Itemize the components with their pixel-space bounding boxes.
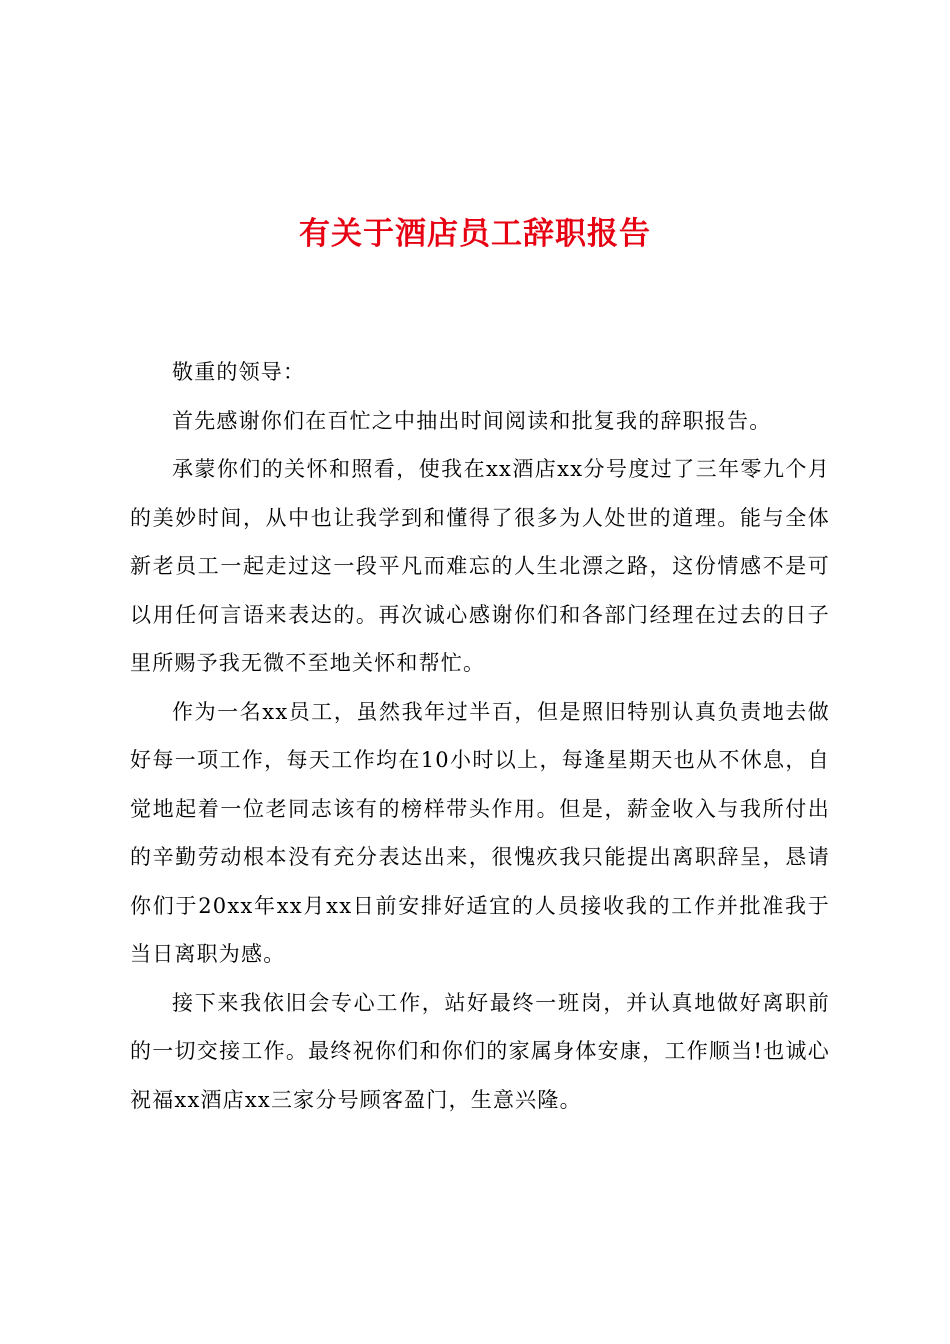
document-body [130,348,830,1124]
paragraph-1: 首先感谢你们在百忙之中抽出时间阅读和批复我的辞职报告。 [172,408,772,433]
paragraph-2: 承蒙你们的关怀和照看，使我在xx酒店xx分号度过了三年零九个月的美妙时间，从中也让我学到和懂得了很多为人处世的道理。能与全体新老员工一起走过这一段平凡而难忘的人生北漂之路，这份情感不是可以用任何言语来表达的。再次诚心感谢你们和各部门经理在过去的日子里所赐予我无微不至地关怀和帮忙。 [130,457,830,675]
document-title: 有关于酒店员工辞职报告 [299,216,651,252]
paragraph-3: 作为一名xx员工，虽然我年过半百，但是照旧特别认真负责地去做好每一项工作，每天工作均在10小时以上，每逢星期天也从不休息，自觉地起着一位老同志该有的榜样带头作用。但是，薪金收入与我所付出的辛勤劳动根本没有充分表达出来，很愧疚我只能提出离职辞呈，恳请你们于20xx年xx月xx日前安排好适宜的人员接收我的工作并批准我于当日离职为感。 [130,699,830,966]
salutation: 敬重的领导： [172,360,306,384]
paragraph-4: 接下来我依旧会专心工作，站好最终一班岗，并认真地做好离职前的一切交接工作。最终祝你们和你们的家属身体安康，工作顺当!也诚心祝福xx酒店xx三家分号顾客盈门，生意兴隆。 [130,990,830,1112]
